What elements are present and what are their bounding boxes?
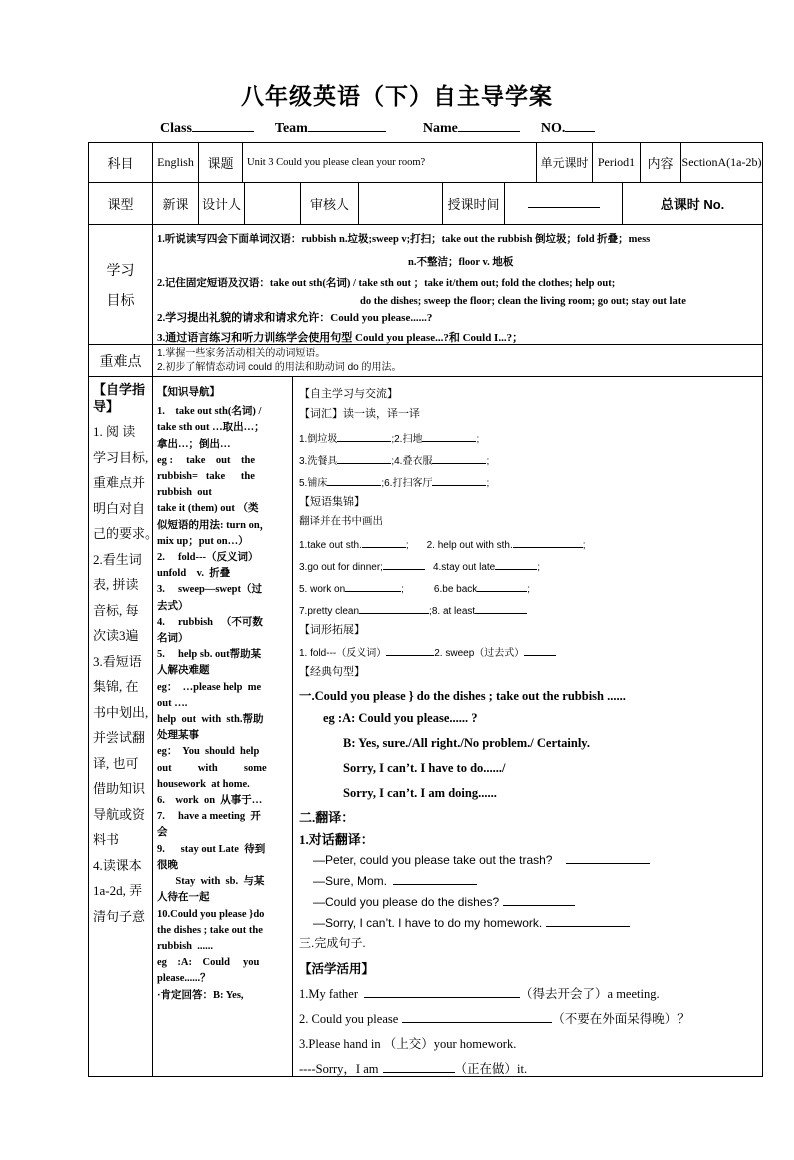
sentence-line: Sorry, I can’t. I am doing...... xyxy=(343,786,497,800)
goals-label: 学习 目标 xyxy=(89,225,153,345)
knowledge-line: 9. stay out Late 待到 xyxy=(157,843,266,855)
answer-blank[interactable] xyxy=(327,473,381,486)
vocab-row-2 xyxy=(299,451,489,467)
vocab-title: 【词汇】读一读，译一译 xyxy=(299,408,420,420)
self-study-line: 己的要求。 xyxy=(93,526,159,541)
dialog-text: —Sure, Mom. xyxy=(313,874,388,888)
answer-blank[interactable] xyxy=(383,1060,455,1073)
knowledge-line: the dishes ; take out the xyxy=(157,924,263,936)
vocab-item: 3.洗餐具 xyxy=(299,456,338,467)
self-study-line: 表, 拼读 xyxy=(93,577,139,592)
knowledge-line: ·肯定回答：B: Yes, xyxy=(157,989,244,1001)
knowledge-line: 2. fold---（反义词） xyxy=(157,552,259,564)
knowledge-guide xyxy=(157,385,291,1004)
complete-title: 三.完成句子. xyxy=(299,936,366,950)
goal-line: 2.学习提出礼貌的请求和请求允许：Could you please......? xyxy=(157,312,433,324)
knowledge-line: 7. have a meeting 开 xyxy=(157,811,261,823)
goal-line: do the dishes; sweep the floor; clean the living room; go out; stay out late xyxy=(360,296,686,307)
knowledge-line: out with some xyxy=(157,762,267,774)
goal-line: 1.听说读写四会下面单词汉语：rubbish n.垃圾;sweep v;打扫；take out the rubbish 倒垃圾；fold 折叠；mess xyxy=(157,234,651,245)
knowledge-line: rubbish= take the xyxy=(157,471,255,483)
practice-line: 3.Please hand in （上交）your homework. xyxy=(299,1037,517,1051)
phrase-item: 4.stay out late xyxy=(432,562,496,573)
dialog-line xyxy=(313,851,650,867)
student-info-line xyxy=(160,117,595,137)
difficulty-label: 重难点 xyxy=(89,345,153,377)
knowledge-line: 去式） xyxy=(157,600,189,612)
knowledge-line: 人待在一起 xyxy=(157,892,210,904)
knowledge-line: 很晚 xyxy=(157,859,178,871)
vocab-row-3 xyxy=(299,473,489,489)
total-label: 总课时 No. xyxy=(623,183,763,225)
self-study-column xyxy=(89,377,159,1077)
phrase-row-1 xyxy=(299,535,586,551)
reviewer-label: 审核人 xyxy=(301,183,359,225)
answer-blank[interactable] xyxy=(337,429,391,442)
practice-text: （正在做）it. xyxy=(454,1062,528,1076)
morph-item: 1. fold---（反义词） xyxy=(299,648,387,659)
phrase-row-2 xyxy=(299,557,540,573)
phrase-sep: ; xyxy=(537,562,540,573)
vocab-item: ;2.扫地 xyxy=(391,434,423,445)
lesson-title: Unit 3 Could you please clean your room? xyxy=(243,143,537,183)
answer-blank[interactable] xyxy=(362,535,406,548)
self-study-line: 学习目标, xyxy=(93,449,149,465)
self-study-line: 书中划出, xyxy=(93,704,149,720)
subject-value: English xyxy=(153,143,199,183)
practice-text: 2. Could you please xyxy=(299,1012,399,1026)
vocab-item: ;6.打扫客厅 xyxy=(381,478,433,489)
sentence-line: B: Yes, sure./All right./No problem./ Certainly. xyxy=(343,736,590,750)
knowledge-line: 5. help sb. out帮助某 xyxy=(157,649,262,661)
self-study-title: 【自主学习与交流】 xyxy=(299,388,398,400)
phrase-item: 1.take out sth. xyxy=(299,540,362,551)
self-study-line: 音标, 每 xyxy=(93,602,139,618)
answer-blank[interactable] xyxy=(432,451,486,464)
self-study-line: 1. 阅 读 xyxy=(93,424,136,439)
team-label: Team xyxy=(274,121,308,136)
period-value: Period1 xyxy=(593,143,641,183)
unit-period-label: 单元课时 xyxy=(537,143,593,183)
knowledge-line: 似短语的用法: turn on， xyxy=(157,519,271,531)
knowledge-line: eg： …please help me xyxy=(157,681,262,693)
answer-blank[interactable] xyxy=(524,643,556,656)
answer-blank[interactable] xyxy=(495,557,537,570)
answer-blank[interactable] xyxy=(337,451,391,464)
dialog-text: —Could you please do the dishes? xyxy=(313,895,500,909)
practice-line xyxy=(299,984,660,1002)
knowledge-line: 3. sweep—swept（过 xyxy=(157,584,262,596)
vocab-item: ;4.叠衣服 xyxy=(391,456,433,467)
answer-blank[interactable] xyxy=(383,557,425,570)
knowledge-line: unfold v. 折叠 xyxy=(157,568,231,580)
difficulty-line: 1.掌握一些家务活动相关的动词短语。 xyxy=(157,347,326,359)
self-study-line: 并尝试翻 xyxy=(93,730,146,745)
vocab-sep: ; xyxy=(486,478,490,489)
knowledge-line: mix up；put on…） xyxy=(157,535,249,547)
name-field[interactable] xyxy=(458,117,520,132)
self-study-line: 清句子意 xyxy=(93,908,146,924)
vocab-item: 5.铺床 xyxy=(299,478,328,489)
subject-label: 科目 xyxy=(89,143,153,183)
practice-text: （不要在外面呆得晚）？ xyxy=(552,1012,690,1026)
knowledge-line: rubbish ...... xyxy=(157,940,214,952)
designer-value[interactable] xyxy=(245,183,301,225)
sentence-line: Sorry, I can’t. I have to do....../ xyxy=(343,761,506,775)
knowledge-line: housework at home. xyxy=(157,778,250,790)
phrase-sep: ; xyxy=(401,584,404,595)
time-value[interactable] xyxy=(505,183,623,225)
section-value: SectionA(1a-2b) xyxy=(681,143,763,183)
difficulty-line: 2.初步了解情态动词 could 的用法和助动词 do 的用法。 xyxy=(157,361,402,373)
phrase-item: 3.go out for dinner; xyxy=(299,562,383,573)
goal-line: n.不整洁；floor v. 地板 xyxy=(408,257,514,268)
knowledge-line: Stay with sb. 与某 xyxy=(157,876,265,888)
knowledge-line: rubbish out xyxy=(157,487,212,499)
self-study-line: 明白对自 xyxy=(93,500,146,516)
phrase-desc: 翻译并在书中画出 xyxy=(299,515,383,527)
answer-blank[interactable] xyxy=(364,985,520,998)
type-label: 课型 xyxy=(89,183,153,225)
dialog-line xyxy=(313,893,575,909)
info-table xyxy=(88,182,763,225)
self-study-line: 译, 也可 xyxy=(93,755,139,771)
phrase-item: ;8. at least xyxy=(429,606,476,617)
team-field[interactable] xyxy=(308,117,386,132)
class-field[interactable] xyxy=(192,117,254,132)
goal-line: 3.通过语言练习和听力训练学会使用句型 Could you please...?和 Could I...?； xyxy=(157,332,524,344)
knowledge-line: 4. rubbish （不可数 xyxy=(157,616,263,628)
answer-blank[interactable] xyxy=(503,893,575,906)
vocab-sep: ; xyxy=(476,434,480,445)
knowledge-line: 名词） xyxy=(157,633,189,645)
phrase-item: 6.be back xyxy=(433,584,478,595)
main-column xyxy=(293,377,763,1077)
self-study-line: 4.读课本 xyxy=(93,857,142,873)
knowledge-line: take it (them) out （类 xyxy=(157,503,259,515)
self-study-line: 导航或资 xyxy=(93,806,146,822)
name-label: Name xyxy=(422,121,458,136)
knowledge-line: eg : take out the xyxy=(157,454,255,466)
content-label: 内容 xyxy=(641,143,681,183)
study-table xyxy=(88,376,763,1077)
self-study-line: 借助知识 xyxy=(93,781,146,796)
vocab-sep: ; xyxy=(486,456,490,467)
lesson-label: 课题 xyxy=(199,143,243,183)
phrase-sep: ; xyxy=(405,540,409,551)
self-study-line: 1a-2d, 弄 xyxy=(93,883,143,898)
self-study-title: 【自学指导】 xyxy=(93,382,146,414)
answer-blank[interactable] xyxy=(393,872,477,885)
practice-text: （得去开会了）a meeting. xyxy=(520,987,660,1001)
goals-table xyxy=(88,224,763,345)
knowledge-line: 处理某事 xyxy=(157,730,199,742)
dialog-text: —Sorry, I can’t. I have to do my homework. xyxy=(313,916,543,930)
practice-line xyxy=(299,1059,527,1077)
phrase-item: 7.pretty clean xyxy=(299,606,360,617)
no-label: NO. xyxy=(540,121,566,136)
answer-blank[interactable] xyxy=(513,535,583,548)
answer-blank[interactable] xyxy=(566,851,650,864)
header-table xyxy=(88,142,763,183)
self-study-line: 3.看短语 xyxy=(93,653,142,669)
designer-label: 设计人 xyxy=(199,183,245,225)
no-field[interactable] xyxy=(565,117,595,132)
difficulty-table xyxy=(88,344,763,377)
answer-blank[interactable] xyxy=(432,473,486,486)
morph-row xyxy=(299,643,556,659)
dialog-line xyxy=(313,914,630,930)
sentence-title: 【经典句型】 xyxy=(299,666,365,678)
type-value: 新课 xyxy=(153,183,199,225)
class-label: Class xyxy=(160,121,192,136)
answer-blank[interactable] xyxy=(402,1010,552,1023)
knowledge-line: 10.Could you please }do xyxy=(157,908,265,920)
knowledge-line: 1. take out sth(名词) / xyxy=(157,406,262,418)
reviewer-value[interactable] xyxy=(359,183,443,225)
phrase-row-4 xyxy=(299,601,527,617)
knowledge-line: eg :A: Could you xyxy=(157,957,260,969)
goals-content xyxy=(153,225,763,345)
self-study-line: 料书 xyxy=(93,832,120,847)
knowledge-line: 人解决难题 xyxy=(157,665,210,677)
answer-blank[interactable] xyxy=(359,601,429,614)
page-title: 八年级英语（下）自主导学案 xyxy=(241,84,553,109)
knowledge-line: take sth out …取出…； xyxy=(157,422,265,434)
knowledge-line: help out with sth.帮助 xyxy=(157,714,264,726)
morph-title: 【词形拓展】 xyxy=(299,624,365,636)
self-study-line: 次读3遍 xyxy=(93,628,139,643)
time-label: 授课时间 xyxy=(443,183,505,225)
goal-line: 2.记住固定短语及汉语：take out sth(名词) / take sth out ；take it/them out; fold the clothes; help out; xyxy=(157,278,616,289)
knowledge-line: eg： You should help xyxy=(157,746,260,758)
answer-blank[interactable] xyxy=(386,643,434,656)
self-study-line: 重难点并 xyxy=(93,475,146,490)
knowledge-title: 【知识导航】 xyxy=(157,387,220,398)
knowledge-column xyxy=(153,377,293,1077)
knowledge-line: please......？ xyxy=(157,973,211,985)
dialog-line xyxy=(313,872,477,888)
dialog-title: 1.对话翻译： xyxy=(299,832,374,847)
phrase-row-3 xyxy=(299,579,530,595)
vocab-row-1 xyxy=(299,429,479,445)
morph-item: 2. sweep（过去式） xyxy=(434,648,525,659)
practice-line xyxy=(299,1009,690,1027)
answer-blank[interactable] xyxy=(422,429,476,442)
difficulty-content xyxy=(153,345,763,377)
sentence-line: eg :A: Could you please...... ? xyxy=(323,711,478,725)
knowledge-line: 会 xyxy=(157,827,168,839)
translate-title: 二.翻译： xyxy=(299,810,355,825)
practice-title: 【活学活用】 xyxy=(299,962,375,976)
self-study-line: 集锦, 在 xyxy=(93,679,139,694)
dialog-text: —Peter, could you please take out the trash? xyxy=(313,853,553,867)
knowledge-line: 拿出…；倒出… xyxy=(157,438,231,450)
answer-blank[interactable] xyxy=(546,914,630,927)
answer-blank[interactable] xyxy=(345,579,401,592)
answer-blank[interactable] xyxy=(475,601,527,614)
answer-blank[interactable] xyxy=(477,579,527,592)
sentence-line: 一.Could you please } do the dishes ; take out the rubbish ...... xyxy=(299,689,626,703)
phrase-title: 【短语集锦】 xyxy=(299,496,365,508)
phrase-sep: ; xyxy=(582,540,586,551)
vocab-item: 1.倒垃圾 xyxy=(299,434,338,445)
phrase-item: 2. help out with sth. xyxy=(426,540,513,551)
phrase-sep: ; xyxy=(527,584,531,595)
self-study-guide xyxy=(93,381,159,929)
knowledge-line: out …. xyxy=(157,697,188,709)
self-study-line: 2.看生词 xyxy=(93,551,142,567)
practice-text: ----Sorry，I am xyxy=(299,1062,379,1076)
phrase-item: 5. work on xyxy=(299,584,346,595)
knowledge-line: 6. work on 从事于… xyxy=(157,795,263,807)
practice-text: 1.My father xyxy=(299,987,359,1001)
